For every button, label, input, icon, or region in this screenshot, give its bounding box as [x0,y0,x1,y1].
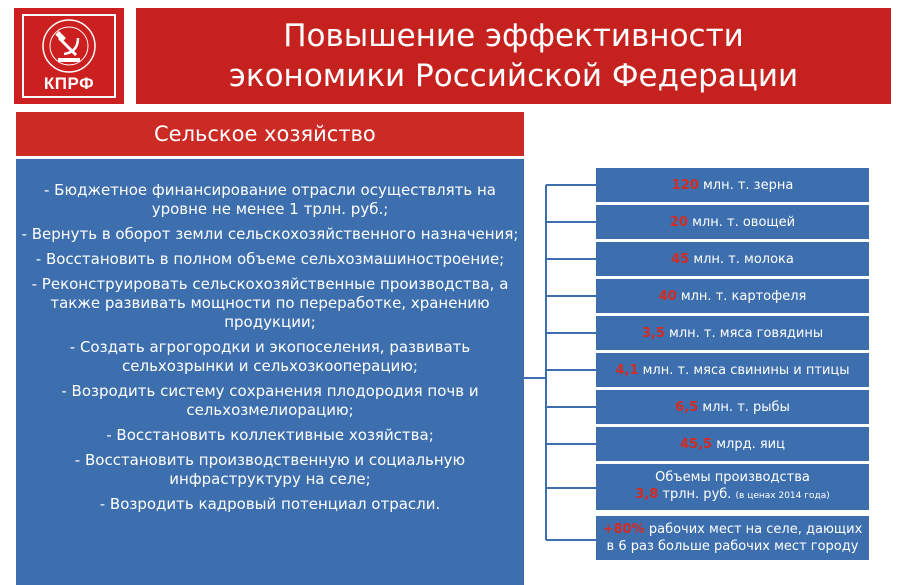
target-label: млн. т. мяса свинины и птицы [638,362,850,378]
measure-item: - Вернуть в оборот земли сельскохозяйственного назначения; [21,225,519,243]
target-value: 4,1 [615,362,639,378]
volume-value: 3,8 [635,487,659,502]
target-label: млн. т. овощей [687,214,796,230]
section-header [16,112,524,156]
target-value: 40 [658,288,677,304]
title-line-2: экономики Российской Федерации [228,58,799,94]
volume-line [635,486,829,505]
section-title: Сельское хозяйство [154,122,376,146]
volume-note: (в ценах 2014 года) [735,491,830,501]
target-value: 120 [671,177,699,193]
measure-item: - Реконструировать сельскохозяйственные производства, а также развивать мощности по переработке, хранению продукции; [31,275,509,331]
measures-panel [16,159,524,585]
target-label: млн. т. рыбы [698,399,790,415]
measure-item: - Создать агрогородки и экопоселения, развивать сельхозрынки и сельхозкооперацию; [69,338,471,375]
target-value: 6,5 [675,399,699,415]
target-grain [596,168,869,202]
jobs-text-1: рабочих мест на селе, дающих [644,522,863,537]
jobs-line-1 [603,521,863,538]
target-value: 45 [671,251,690,267]
target-pork-poultry [596,353,869,387]
measure-item: - Восстановить производственную и социальную инфраструктуру на селе; [74,451,466,488]
title-line-1: Повышение эффективности [283,18,744,54]
target-fish [596,390,869,424]
target-potatoes [596,279,869,313]
slide-title [136,8,891,104]
target-beef [596,316,869,350]
production-volume [596,464,869,510]
target-label: млн. т. мяса говядины [664,325,824,341]
target-vegetables [596,205,869,239]
kprf-logo [14,8,124,104]
jobs-line-2: в 6 раз больше рабочих мест городу [606,539,859,554]
target-label: млрд. яиц [712,436,785,452]
target-value: 3,5 [641,325,665,341]
measure-item: - Восстановить в полном объеме сельхозмашиностроение; [35,250,505,268]
measure-item: - Бюджетное финансирование отрасли осуществлять на уровне не менее 1 трлн. руб.; [43,181,496,218]
target-label: млн. т. зерна [698,177,794,193]
jobs-value: +80% [602,522,645,537]
target-label: млн. т. молока [689,251,794,267]
measure-item: - Возродить систему сохранения плодородия почв и сельхозмелиорацию; [61,382,479,419]
volume-label: Объемы производства [655,470,810,485]
rural-jobs [596,516,869,560]
measure-item: - Возродить кадровый потенциал отрасли. [99,495,441,513]
volume-unit: трлн. руб. [658,487,736,502]
measure-item: - Восстановить коллективные хозяйства; [106,426,434,444]
target-milk [596,242,869,276]
target-value: 20 [669,214,688,230]
logo-abbr: КПРФ [43,74,95,93]
target-label: млн. т. картофеля [676,288,807,304]
bracket-connector [524,0,599,585]
target-eggs [596,427,869,461]
target-value: 45,5 [680,436,713,452]
